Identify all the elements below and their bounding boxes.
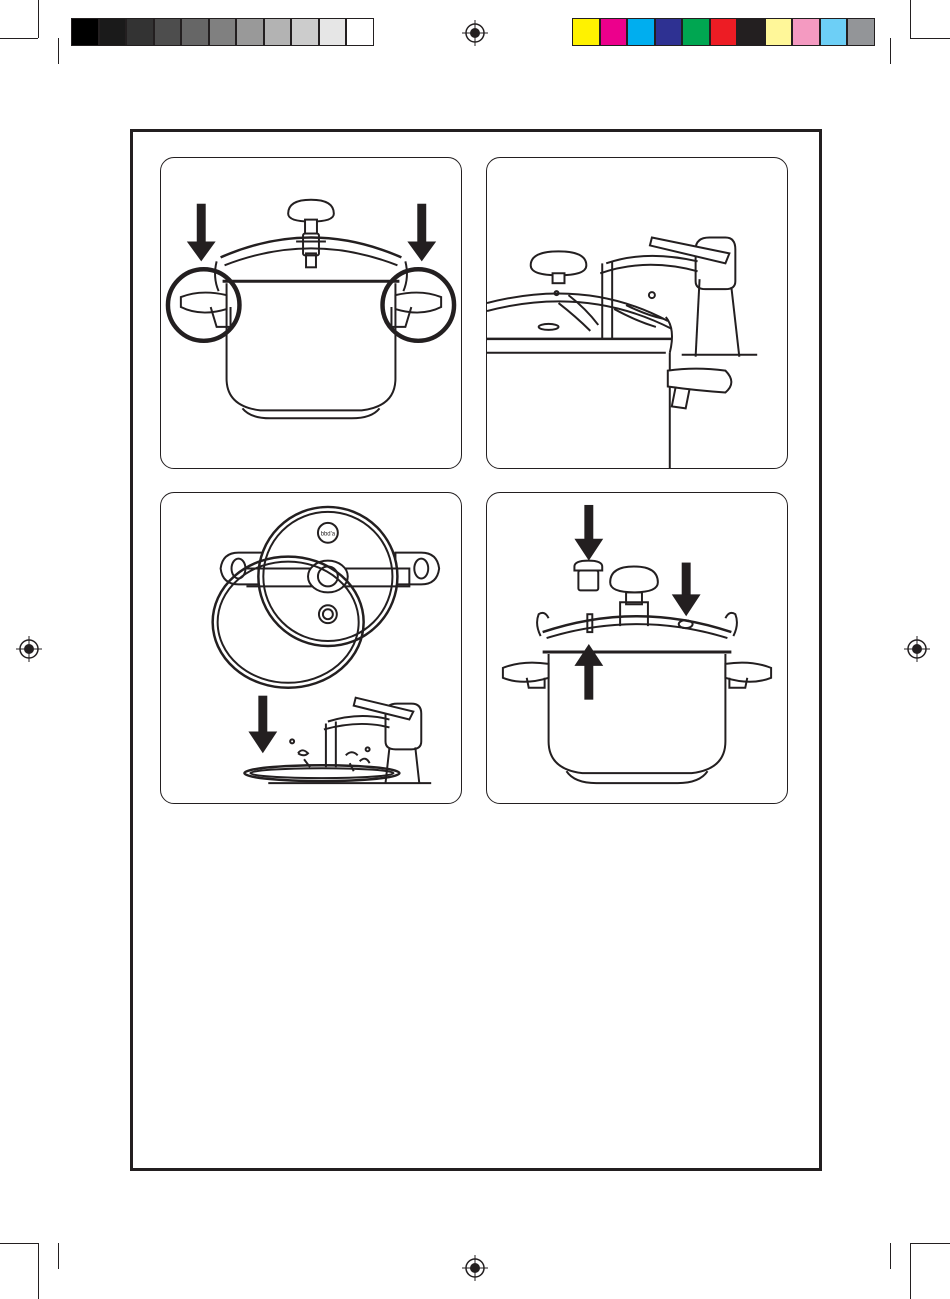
figure-panel-1 [160, 157, 462, 469]
print-bar-swatch [572, 18, 600, 46]
figure-panel-2 [486, 157, 788, 469]
print-bar-swatch [847, 18, 875, 46]
print-bar-swatch [627, 18, 655, 46]
print-bar-swatch [737, 18, 765, 46]
registration-mark-icon [462, 20, 488, 46]
registration-mark-icon [462, 1255, 488, 1281]
figure-panel-3 [160, 492, 462, 804]
print-bar-swatch [264, 18, 292, 46]
print-bar-swatch [99, 18, 127, 46]
print-bar-swatch [682, 18, 710, 46]
print-bar-swatch [346, 18, 374, 46]
print-bar-swatch [655, 18, 683, 46]
remove-and-wash-gasket-icon [161, 493, 461, 803]
lid-brand-text: bbd'a [320, 531, 336, 538]
print-bar-swatch [71, 18, 99, 46]
registration-mark-icon [904, 636, 930, 662]
print-bar-swatch [236, 18, 264, 46]
print-bar-swatch [181, 18, 209, 46]
print-bar-swatch [792, 18, 820, 46]
figure-panel-4 [486, 492, 788, 804]
registration-mark-icon [16, 636, 42, 662]
print-bar-swatch [820, 18, 848, 46]
print-bar-swatch [154, 18, 182, 46]
print-bar-swatch [710, 18, 738, 46]
rinse-lid-under-tap-icon [487, 158, 787, 468]
refit-valves-icon [487, 493, 787, 803]
print-bar-swatch [126, 18, 154, 46]
print-bar-swatch [600, 18, 628, 46]
print-bar-swatch [319, 18, 347, 46]
print-bar-swatch [765, 18, 793, 46]
print-bar-swatch [291, 18, 319, 46]
lid-handles-release-icon [161, 158, 461, 468]
print-bar-swatch [209, 18, 237, 46]
